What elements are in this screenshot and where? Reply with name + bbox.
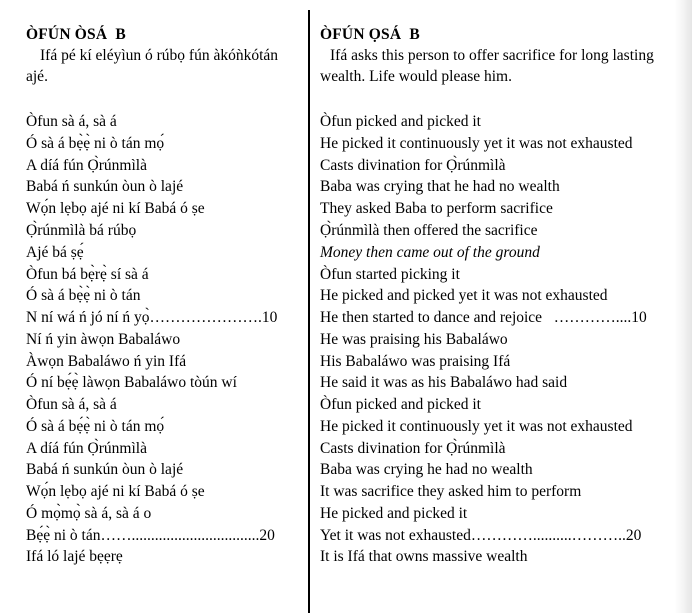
verse-line: It is Ifá that owns massive wealth (320, 548, 528, 566)
left-column-verse (26, 111, 296, 568)
verse-line: Casts divination for Ọ̀rúnmìlà (320, 156, 506, 174)
verse-line: Ó mọ̀mọ̀ sà á, sà á o (26, 504, 152, 522)
verse-line: A díá fún Ọ̀rúnmìlà (26, 439, 147, 457)
left-column-intro: Ifá pé kí eléyìun ó rúbọ fún àkóǹkótán ajé. (26, 47, 279, 86)
verse-line: Baba was crying he had no wealth (320, 461, 533, 479)
verse-line: Òfun started picking it (320, 265, 460, 283)
verse-line: Ọ̀rúnmìlà then offered the sacrifice (320, 221, 538, 239)
verse-line: Baba was crying that he had no wealth (320, 178, 560, 196)
verse-line: He picked and picked yet it was not exhausted (320, 287, 608, 305)
verse-line: Ó ní bẹ́ẹ̀ làwọn Babaláwo tòún wí (26, 374, 237, 392)
verse-line: Òfun sà á, sà á (26, 113, 117, 131)
verse-line: Babá ń sunkún òun ò lajé (26, 178, 184, 196)
verse-line: Ifá ló lajé bẹẹrẹ (26, 548, 123, 566)
verse-line: A díá fún Ọ̀rúnmìlà (26, 156, 147, 174)
verse-line: Wọ́n lẹbọ ajé ni kí Babá ó ṣe (26, 200, 205, 218)
verse-line: Ó sà á bẹ̀ẹ̀ ni ò tán mọ́ (26, 134, 165, 152)
right-column-verse (320, 111, 684, 568)
verse-line: It was sacrifice they asked him to perform (320, 483, 582, 501)
right-column-heading: ÒFÚN ỌSÁ B (320, 26, 420, 43)
verse-line: His Babaláwo was praising Ifá (320, 352, 511, 370)
verse-line: Ó sà á bẹ̀ẹ̀ ni ò tán (26, 287, 141, 305)
left-column (0, 0, 308, 613)
verse-line: Wọ́n lẹbọ ajé ni kí Babá ó ṣe (26, 483, 205, 501)
verse-line: Money then came out of the ground (320, 243, 540, 261)
verse-line: They asked Baba to perform sacrifice (320, 200, 553, 218)
verse-line: Yet it was not exhausted…………..........………..20 (320, 526, 642, 544)
verse-line: He picked it continuously yet it was not exhausted (320, 417, 633, 435)
verse-line: He said it was as his Babaláwo had said (320, 374, 568, 392)
verse-line: Òfun sà á, sà á (26, 396, 117, 414)
verse-line: Bẹ́ẹ̀ ni ò tán…….................................20 (26, 526, 275, 544)
verse-line: He was praising his Babaláwo (320, 330, 508, 348)
right-column-intro: Ifá asks this person to offer sacrifice for long lasting wealth. Life would please him. (320, 47, 654, 86)
verse-line: Òfun picked and picked it (320, 113, 481, 131)
verse-line: Casts divination for Ọ̀rúnmìlà (320, 439, 506, 457)
verse-line: Ajé bá ṣẹ́ (26, 243, 84, 261)
left-column-heading: ÒFÚN ÒSÁ B (26, 26, 126, 43)
verse-line: He picked it continuously yet it was not exhausted (320, 134, 633, 152)
verse-line: Ọ̀rúnmìlà bá rúbọ (26, 221, 137, 239)
verse-line: He then started to dance and rejoice …………....10 (320, 309, 647, 327)
verse-line: Babá ń sunkún òun ò lajé (26, 461, 184, 479)
right-column (310, 0, 692, 613)
verse-line: Òfun picked and picked it (320, 396, 481, 414)
verse-line: Ó sà á bẹ́ẹ̀ ni ò tán mọ́ (26, 417, 165, 435)
verse-line: Òfun bá bẹ̀rẹ̀ sí sà á (26, 265, 149, 283)
verse-line: Ní ń yin àwọn Babaláwo (26, 330, 181, 348)
verse-line: Àwọn Babaláwo ń yin Ifá (26, 352, 187, 370)
verse-line: N ní wá ń jó ní ń yọ̀………………….10 (26, 309, 278, 327)
verse-line: He picked and picked it (320, 504, 468, 522)
